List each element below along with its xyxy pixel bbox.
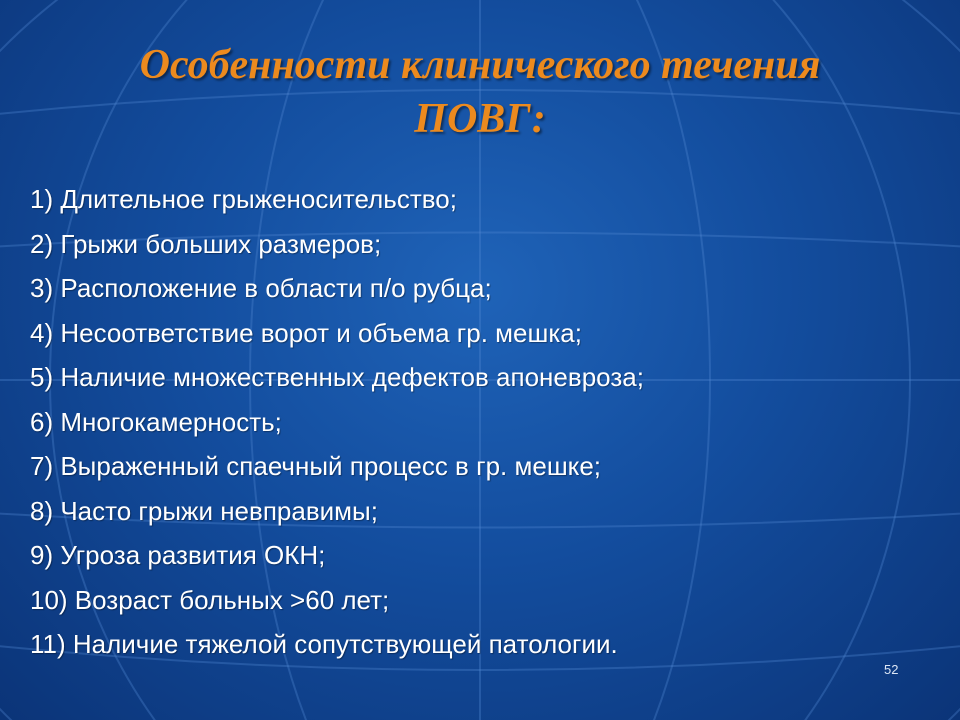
list-item: 11) Наличие тяжелой сопутствующей патологии. <box>30 629 618 659</box>
title-line-2: ПОВГ: <box>414 96 546 142</box>
list-item: 2) Грыжи больших размеров; <box>30 228 382 259</box>
slide-number: 52 <box>884 662 899 677</box>
list-item: 9) Угроза развития ОКН; <box>30 540 326 570</box>
list-item: 4) Несоответствие ворот и объема гр. мешка; <box>30 317 582 348</box>
list-item: 10) Возраст больных >60 лет; <box>30 584 390 615</box>
list-item: 5) Наличие множественных дефектов апоневроза; <box>30 362 644 392</box>
slide-title <box>40 38 920 146</box>
features-list <box>30 177 930 667</box>
list-item: 7) Выраженный спаечный процесс в гр. мешке; <box>30 451 602 481</box>
list-item: 3) Расположение в области п/о рубца; <box>30 273 492 303</box>
list-item: 1) Длительное грыженосительство; <box>30 184 457 214</box>
list-item: 8) Часто грыжи невправимы; <box>30 495 378 526</box>
list-item: 6) Многокамерность; <box>30 406 282 437</box>
title-line-1: Особенности клинического течения <box>139 42 821 88</box>
